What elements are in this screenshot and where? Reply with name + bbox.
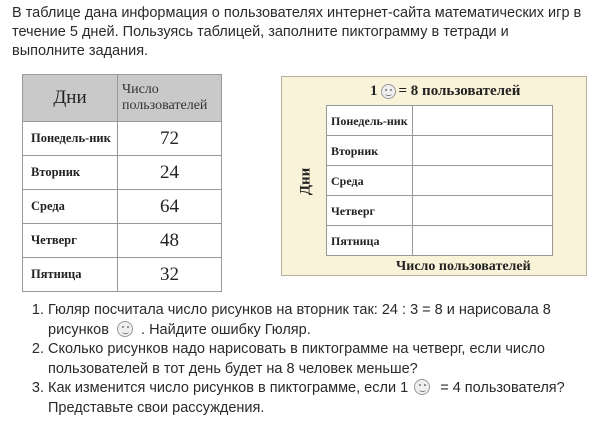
table-row (23, 156, 222, 190)
value-cell: 48 (118, 224, 222, 258)
day-cell: Четверг (23, 224, 118, 258)
y-axis-label: Дни (297, 167, 314, 196)
day-cell: Среда (23, 190, 118, 224)
pictogram-day: Среда (327, 166, 413, 196)
table-row (23, 258, 222, 292)
pictogram-cell (413, 166, 553, 196)
x-axis-label: Число пользователей (396, 259, 531, 274)
task-3-head: Как изменится число рисунков в пиктограмме, если 1 (48, 380, 409, 396)
task-1-text: Гюляр посчитала число рисунков на вторник так: 24 : 3 = 8 и нарисовала 8 рисунков (48, 302, 551, 338)
pictogram-grid (326, 105, 553, 256)
day-cell: Понедель-ник (23, 122, 118, 156)
pictogram-row (327, 106, 553, 136)
intro-text: В таблице дана информация о пользователях интернет-сайта математических игр в течение 5 дней. Пользуясь таблицей, заполните пиктограмму в тетради и выполните задания. (12, 5, 582, 59)
task-3-tail: = 4 пользователя? Представьте свои рассуждения. (48, 380, 565, 416)
value-cell: 64 (118, 190, 222, 224)
pictogram-day: Вторник (327, 136, 413, 166)
pictogram-row (327, 226, 553, 256)
header-days: Дни (23, 75, 118, 122)
pictogram-day: Понедель-ник (327, 106, 413, 136)
day-cell: Вторник (23, 156, 118, 190)
value-cell: 24 (118, 156, 222, 190)
value-cell: 32 (118, 258, 222, 292)
pictogram-row (327, 136, 553, 166)
pictogram-row (327, 196, 553, 226)
smiley-icon (381, 84, 396, 99)
pictogram-day: Четверг (327, 196, 413, 226)
table-header-row (23, 75, 222, 122)
task-item (48, 301, 587, 340)
pictogram (281, 76, 587, 276)
task-1-tail: . Найдите ошибку Гюляр. (141, 321, 311, 338)
smiley-icon (117, 321, 133, 337)
key-number: 1 (370, 83, 378, 99)
pictogram-cell (413, 226, 553, 256)
table-row (23, 190, 222, 224)
smiley-icon (414, 379, 430, 395)
users-table (22, 74, 222, 292)
pictogram-row (327, 166, 553, 196)
pictogram-key (370, 83, 520, 100)
task-2-text: Сколько рисунков надо нарисовать в пиктограмме на четверг, если число пользователей в тот день будет на 8 человек меньше? (48, 341, 545, 377)
pictogram-cell (413, 196, 553, 226)
pictogram-day: Пятница (327, 226, 413, 256)
pictogram-cell (413, 106, 553, 136)
pictogram-cell (413, 136, 553, 166)
table-row (23, 122, 222, 156)
day-cell: Пятница (23, 258, 118, 292)
task-item (48, 379, 587, 418)
value-cell: 72 (118, 122, 222, 156)
header-users: Число пользователей (118, 75, 222, 122)
task-list (12, 301, 587, 418)
task-item (48, 340, 587, 379)
key-value: = 8 пользователей (398, 83, 521, 99)
table-row (23, 224, 222, 258)
